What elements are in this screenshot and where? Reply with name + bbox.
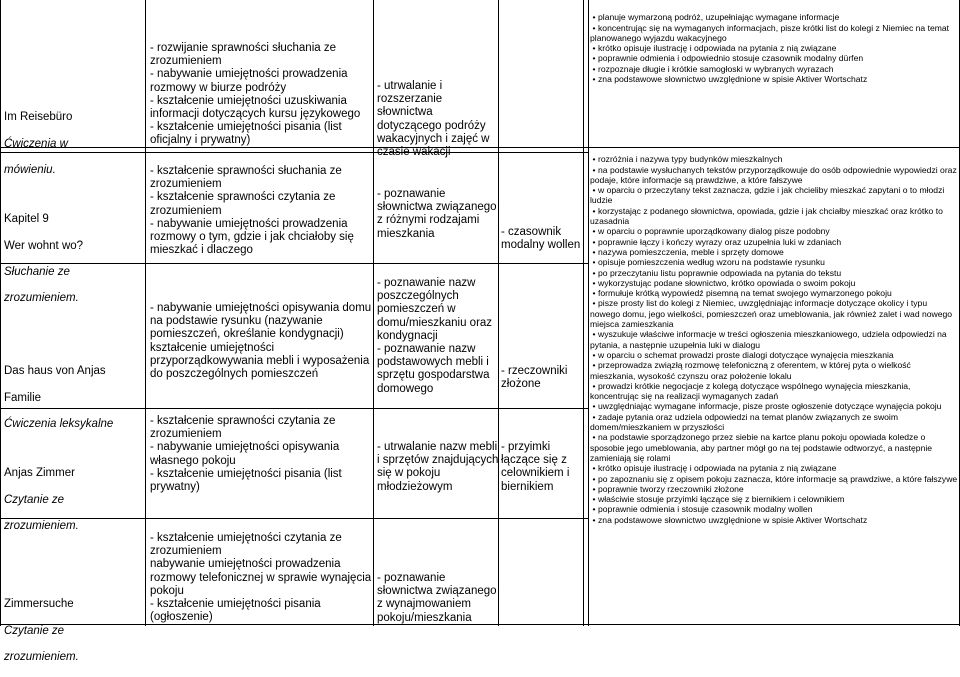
column-divider [373,0,374,626]
standard-item [590,278,958,288]
skills-cell: - kształcenie sprawności słuchania ze zrozumieniem - kształcenie sprawności czytania ze zrozumieniem - nabywanie umiejętności prowadzenia rozmowy o tym, gdzie i jak chciałoby się mieszkać i dlaczego [150,165,354,257]
skills-cell: - kształcenie umiejętności czytania ze zrozumieniem nabywanie umiejętności prowadzenia rozmowy telefonicznej w sprawie wynajęcia pokoju - kształcenie umiejętności pisania (ogłoszenie) [150,532,372,624]
bullet-icon: • [592,63,596,74]
standard-item [590,401,958,411]
topic-cell [4,98,122,190]
grammar-cell: - rzeczowniki złożone [501,365,568,391]
standard-item [590,165,958,186]
standards-list [590,12,958,84]
bullet-icon: • [592,298,596,309]
standard-text: zna podstawowe słownictwo uwzględnione w spisie Aktiver Wortschatz [598,514,868,525]
bullet-icon: • [592,277,596,288]
bullet-icon: • [592,432,596,443]
standard-text: wykorzystując podane słownictwo, krótko opowiada o swoim pokoju [598,277,856,288]
standard-item [590,226,958,236]
standard-text: wyszukuje właściwe informacje w treści ogłoszenia mieszkaniowego, udziela odpowiedzi na pytania, a następnie uzupełnia luki w dialogu [590,329,947,350]
standard-item [590,257,958,267]
standard-item [590,74,958,84]
topic-subtitle: zrozumieniem. [4,520,79,533]
topic-title: Im Reisebüro [4,111,73,124]
bullet-icon: • [592,360,596,371]
vocab-cell: - poznawanie słownictwa związanego z różnymi rodzajami mieszkania [377,188,497,240]
column-divider [588,0,589,626]
topic-subtitle: Ćwiczenia w [4,137,68,150]
standard-text: zadaje pytania oraz udziela odpowiedzi na temat planów związanych ze swoim domem/mieszkaniem w przyszłości [590,411,898,433]
standard-text: w oparciu o schemat prowadzi proste dialogi dotyczące wynajęcia mieszkania [598,349,894,360]
standard-item [590,268,958,278]
bullet-icon: • [592,473,596,484]
bullet-icon: • [592,22,596,33]
bullet-icon: • [592,349,596,360]
bullet-icon: • [592,288,596,299]
column-divider [583,0,584,626]
table-border [0,0,1,626]
topic-subtitle: mówieniu. [4,164,56,177]
bullet-icon: • [592,226,596,237]
standard-item [590,350,958,360]
bullet-icon: • [592,329,596,340]
bullet-icon: • [592,504,596,515]
standard-text: rozróżnia i nazywa typy budynków mieszkalnych [598,154,783,165]
topic-subtitle: Czytanie ze [4,624,65,637]
topic-title: Wer wohnt wo? [4,239,84,252]
grammar-cell: - czasownik modalny wollen [501,226,581,252]
standard-text: zna podstawowe słownictwo uwzględnione w spisie Aktiver Wortschatz [598,74,868,85]
grammar-cell: - przyimki łączące się z celownikiem i biernikiem [501,441,570,493]
topic-cell [4,200,122,319]
bullet-icon: • [592,267,596,278]
topic-title: Kapitel 9 [4,213,49,226]
column-divider [145,0,146,626]
bullet-icon: • [592,164,596,175]
topic-subtitle: Czytanie ze [4,493,65,506]
vocab-cell: - poznawanie słownictwa związanego z wynajmowaniem pokoju/mieszkania [377,572,497,624]
bullet-icon: • [592,514,596,525]
standard-item [590,288,958,298]
standard-text: na podstawie wysłuchanych tekstów przyporządkowuje do osób odpowiednie wypowiedzi oraz podaje, które informacje są prawdziwe, a które fałszywe [590,164,957,185]
standard-item [590,484,958,494]
topic-subtitle: zrozumieniem. [4,651,79,664]
bullet-icon: • [592,380,596,391]
bullet-icon: • [592,411,596,422]
bullet-icon: • [592,205,596,216]
standard-text: nazywa pomieszczenia, meble i sprzęty domowe [598,246,784,257]
standard-text: formułuje krótką wypowiedź pisemną na temat swojego wymarzonego pokoju [598,288,892,299]
topic-title: Zimmersuche [4,598,74,611]
standard-text: pisze prosty list do kolegi z Niemiec, uwzględniając informacje dotyczące okolicy i typu nowego domu, jego wielkości, pomieszczeń oraz umeblowania, jak również zalet i wad nowego miejsca zamieszkania [590,298,953,330]
standard-text: poprawnie tworzy rzeczowniki złożone [598,483,744,494]
bullet-icon: • [592,154,596,165]
topic-cell [4,585,122,677]
standard-text: poprawnie łączy i kończy wyrazy oraz uzupełnia luki w zdaniach [598,236,842,247]
standard-text: przeprowadza związłą rozmowę telefoniczną z oferentem, w której pyta o wielkość mieszkania, wysokość czynszu oraz położenie lokalu [590,360,911,381]
standard-item [590,412,958,433]
bullet-icon: • [592,494,596,505]
bullet-icon: • [592,43,596,54]
standard-text: prowadzi krótkie negocjacje z kolegą dotyczące wspólnego wynajęcia mieszkania, koncentrując się na realizacji wymaganych zadań [590,380,911,402]
standard-item [590,329,958,350]
standard-item [590,53,958,63]
topic-title: Das haus von Anjas [4,365,106,378]
standard-item [590,474,958,484]
standard-item [590,515,958,525]
standard-text: w oparciu o przeczytany tekst zaznacza, gdzie i jak chcieliby mieszkać zapytani o to młodzi ludzie [590,185,945,206]
topic-title: Anjas Zimmer [4,467,75,480]
bullet-icon: • [592,463,596,474]
standard-item [590,360,958,381]
standard-item [590,381,958,402]
topic-subtitle: Słuchanie ze [4,266,70,279]
standard-text: po zapoznaniu się z opisem pokoju zaznacza, które informacje są prawdziwe, a które fałszywe [598,473,958,484]
bullet-icon: • [592,483,596,494]
standard-text: po przeczytaniu listu poprawnie odpowiada na pytania do tekstu [598,267,842,278]
standard-text: na podstawie sporządzonego przez siebie na kartce planu pokoju opowiada koledze o sposobie jego umeblowania, aby partner mógł go na tej podstawie odtworzyć, a następnie zamieniają się rolami [590,432,933,463]
standard-item [590,64,958,74]
standard-item [590,154,958,164]
standard-item [590,463,958,473]
topic-title: Familie [4,391,42,404]
standard-text: rozpoznaje długie i krótkie samogłoski w wybranych wyrazach [598,63,834,74]
bullet-icon: • [592,236,596,247]
bullet-icon: • [592,53,596,64]
topic-subtitle: Ćwiczenia leksykalne [4,418,114,431]
standard-item [590,23,958,44]
bullet-icon: • [592,74,596,85]
topic-subtitle: zrozumieniem. [4,292,79,305]
bullet-icon: • [592,246,596,257]
standards-cell [590,144,958,535]
standard-text: właściwie stosuje przyimki łączące się z biernikiem i celownikiem [598,494,845,505]
standard-item [590,247,958,257]
standard-text: opisuje pomieszczenia według wzoru na podstawie rysunku [598,257,825,268]
standard-item [590,43,958,53]
standard-item [590,432,958,463]
standard-text: koncentrując się na wymaganych informacjach, pisze krótki list do kolegi z Niemiec na temat planowanego wyjazdu wakacyjnego [590,22,950,43]
vocab-cell: - utrwalanie nazw mebli i sprzętów znajdujących się w pokoju młodzieżowym [377,441,499,493]
standard-item [590,206,958,227]
standards-list [590,154,958,525]
standard-text: poprawnie odmienia i stosuje czasownik modalny wollen [598,504,813,515]
bullet-icon: • [592,257,596,268]
standard-text: w oparciu o poprawnie uporządkowany dialog pisze podobny [598,226,830,237]
standards-cell [590,2,958,95]
standard-item [590,298,958,329]
standard-text: krótko opisuje ilustrację i odpowiada na pytania z nią związane [598,43,837,54]
standard-text: uwzględniając wymagane informacje, pisze proste ogłoszenie dotyczące wynajęcia pokoju [598,401,942,412]
topic-cell [4,352,122,444]
topic-cell [4,454,122,546]
standard-text: krótko opisuje ilustrację i odpowiada na pytania z nią związane [598,463,837,474]
standard-item [590,237,958,247]
standard-text: korzystając z podanego słownictwa, opowiada, gdzie i jak chciałby mieszkać oraz krótko to uzasadnia [590,205,943,227]
skills-cell: - nabywanie umiejętności opisywania domu na podstawie rysunku (nazywanie pomieszczeń, określanie kondygnacji) kształcenie umiejętności przyporządkowywania mebli i wyposażenia do poszczególnych pomieszczeń [150,302,372,381]
standard-item [590,504,958,514]
standard-item [590,185,958,206]
skills-cell: - kształcenie sprawności czytania ze zrozumieniem - nabywanie umiejętności opisywania własnego pokoju - kształcenie umiejętności pisania (list prywatny) [150,415,342,494]
standard-item [590,494,958,504]
standard-text: planuje wymarzoną podróż, uzupełniając wymagane informacje [598,12,840,23]
bullet-icon: • [592,185,596,196]
bullet-icon: • [592,401,596,412]
standard-text: poprawnie odmienia i odpowiednio stosuje czasownik modalny dürfen [598,53,864,64]
standard-item [590,12,958,22]
skills-cell: - rozwijanie sprawności słuchania ze zrozumieniem - nabywanie umiejętności prowadzenia rozmowy w biurze podróży - kształcenie umiejętności uzuskiwania informacji dotyczących kursu językowego - kształcenie umiejętności pisania (list oficjalny i prywatny) [150,42,361,147]
bullet-icon: • [592,12,596,23]
vocab-cell: - poznawanie nazw poszczególnych pomieszczeń w domu/mieszkaniu oraz kondygnacji - poznawanie nazw podstawowych mebli i sprzętu gospodarstwa domowego [377,277,493,395]
vocab-cell: - utrwalanie i rozszerzanie słownictwa dotyczącego podróży wakacyjnych i zajęć w czasie wakacji [377,80,490,159]
